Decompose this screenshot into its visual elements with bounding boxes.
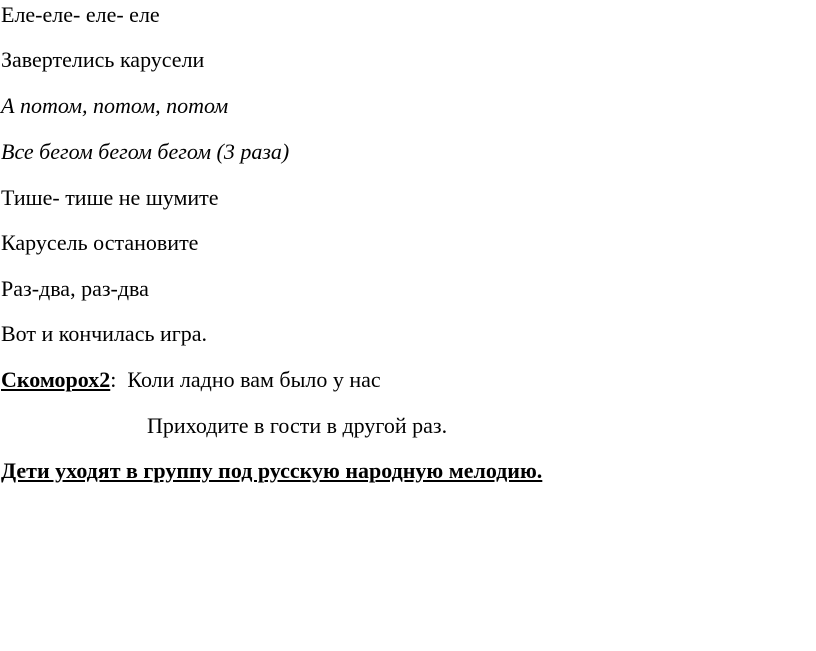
verse-line-4: Все бегом бегом бегом (3 раза)	[1, 139, 290, 164]
verse-line-2: Завертелись карусели	[1, 47, 205, 72]
verse-line-3: А потом, потом, потом	[1, 93, 229, 118]
verse-line-8: Вот и кончилась игра.	[1, 321, 208, 346]
speaker-colon: :	[110, 367, 117, 392]
verse-line-5: Тише- тише не шумите	[1, 185, 219, 210]
speaker-line	[1, 367, 381, 393]
speaker-text-2: Приходите в гости в другой раз.	[147, 413, 448, 438]
stage-direction: Дети уходят в группу под русскую народную мелодию.	[1, 458, 543, 483]
speaker-text-1: Коли ладно вам было у нас	[116, 367, 381, 392]
speaker-name: Скоморох2	[1, 367, 111, 392]
verse-line-6: Карусель остановите	[1, 230, 199, 255]
verse-line-7: Раз-два, раз-два	[1, 276, 149, 301]
verse-line-1: Еле-еле- еле- еле	[1, 2, 160, 27]
